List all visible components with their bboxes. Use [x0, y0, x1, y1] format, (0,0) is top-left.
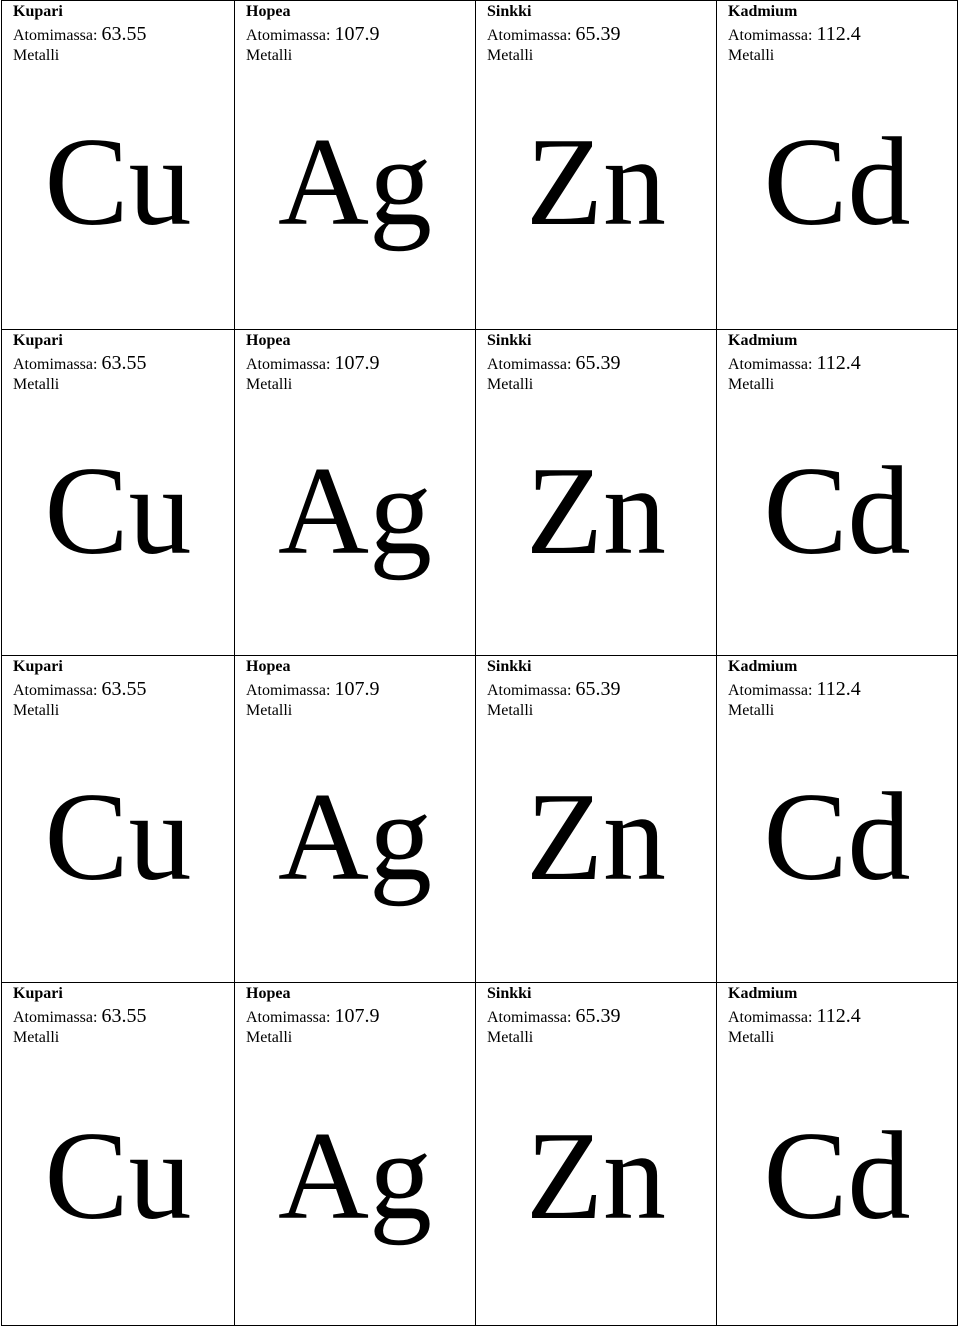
element-symbol: Ag — [278, 442, 432, 581]
element-name: Sinkki — [487, 985, 532, 1002]
atomic-mass — [487, 351, 620, 377]
atomic-mass — [246, 22, 379, 48]
element-symbol: Cd — [763, 113, 911, 252]
atomic-mass — [13, 677, 146, 703]
atomic-mass-value: 107.9 — [334, 23, 380, 45]
card-grid — [1, 0, 958, 1326]
element-category: Metalli — [728, 1029, 775, 1046]
atomic-mass-label: Atomimassa: — [246, 682, 331, 699]
element-category: Metalli — [13, 376, 60, 393]
element-symbol: Ag — [278, 113, 432, 252]
atomic-mass-value: 65.39 — [575, 352, 621, 374]
element-category: Metalli — [728, 702, 775, 719]
atomic-mass-value: 107.9 — [334, 678, 380, 700]
atomic-mass-value: 112.4 — [816, 23, 861, 45]
element-card-ag — [235, 983, 476, 1326]
atomic-mass — [728, 351, 861, 377]
atomic-mass-value: 63.55 — [101, 23, 147, 45]
atomic-mass — [13, 351, 146, 377]
element-category: Metalli — [487, 1029, 534, 1046]
atomic-mass-value: 107.9 — [334, 1005, 380, 1027]
atomic-mass-label: Atomimassa: — [487, 27, 572, 44]
element-name: Kupari — [13, 332, 63, 349]
atomic-mass-value: 112.4 — [816, 352, 861, 374]
element-category: Metalli — [246, 1029, 293, 1046]
atomic-mass-value: 112.4 — [816, 1005, 861, 1027]
element-name: Sinkki — [487, 658, 532, 675]
atomic-mass — [487, 677, 620, 703]
element-symbol: Cu — [44, 442, 192, 581]
element-card-zn — [476, 1, 717, 330]
element-name: Hopea — [246, 658, 291, 675]
element-symbol: Ag — [278, 1107, 432, 1246]
atomic-mass — [728, 1004, 861, 1030]
element-card-zn — [476, 330, 717, 656]
element-name: Sinkki — [487, 332, 532, 349]
atomic-mass-label: Atomimassa: — [487, 682, 572, 699]
element-category: Metalli — [487, 702, 534, 719]
atomic-mass — [487, 1004, 620, 1030]
element-symbol: Cd — [763, 1107, 911, 1246]
element-symbol: Cd — [763, 442, 911, 581]
element-name: Kadmium — [728, 658, 798, 675]
atomic-mass-label: Atomimassa: — [13, 356, 98, 373]
element-category: Metalli — [246, 47, 293, 64]
atomic-mass — [728, 22, 861, 48]
atomic-mass-label: Atomimassa: — [13, 1009, 98, 1026]
atomic-mass-label: Atomimassa: — [246, 27, 331, 44]
atomic-mass — [487, 22, 620, 48]
atomic-mass-label: Atomimassa: — [728, 27, 813, 44]
atomic-mass — [728, 677, 861, 703]
element-name: Hopea — [246, 3, 291, 20]
atomic-mass-label: Atomimassa: — [246, 356, 331, 373]
element-card-cu — [2, 1, 235, 330]
element-category: Metalli — [246, 702, 293, 719]
atomic-mass — [246, 1004, 379, 1030]
element-symbol: Ag — [278, 768, 432, 907]
element-symbol: Cu — [44, 1107, 192, 1246]
element-card-cd — [717, 983, 958, 1326]
element-symbol: Cd — [763, 768, 911, 907]
atomic-mass-value: 65.39 — [575, 23, 621, 45]
element-card-cu — [2, 983, 235, 1326]
atomic-mass — [246, 677, 379, 703]
atomic-mass-label: Atomimassa: — [728, 1009, 813, 1026]
element-name: Kadmium — [728, 332, 798, 349]
atomic-mass-value: 65.39 — [575, 678, 621, 700]
atomic-mass-value: 107.9 — [334, 352, 380, 374]
element-name: Kadmium — [728, 985, 798, 1002]
atomic-mass-label: Atomimassa: — [728, 356, 813, 373]
element-category: Metalli — [13, 1029, 60, 1046]
element-card-cd — [717, 1, 958, 330]
element-category: Metalli — [13, 702, 60, 719]
element-card-zn — [476, 656, 717, 983]
element-card-ag — [235, 330, 476, 656]
element-symbol: Zn — [526, 113, 666, 252]
atomic-mass-value: 63.55 — [101, 678, 147, 700]
element-category: Metalli — [728, 376, 775, 393]
element-card-zn — [476, 983, 717, 1326]
element-symbol: Zn — [526, 768, 666, 907]
atomic-mass-value: 63.55 — [101, 1005, 147, 1027]
atomic-mass-label: Atomimassa: — [13, 27, 98, 44]
atomic-mass — [13, 1004, 146, 1030]
element-card-cu — [2, 330, 235, 656]
atomic-mass — [246, 351, 379, 377]
atomic-mass-label: Atomimassa: — [487, 1009, 572, 1026]
element-card-cd — [717, 656, 958, 983]
element-name: Kupari — [13, 658, 63, 675]
element-name: Sinkki — [487, 3, 532, 20]
element-card-ag — [235, 1, 476, 330]
atomic-mass-label: Atomimassa: — [487, 356, 572, 373]
element-category: Metalli — [487, 376, 534, 393]
atomic-mass-label: Atomimassa: — [13, 682, 98, 699]
element-category: Metalli — [13, 47, 60, 64]
element-symbol: Cu — [44, 113, 192, 252]
element-name: Kadmium — [728, 3, 798, 20]
atomic-mass — [13, 22, 146, 48]
atomic-mass-value: 63.55 — [101, 352, 147, 374]
element-name: Hopea — [246, 332, 291, 349]
atomic-mass-label: Atomimassa: — [246, 1009, 331, 1026]
element-card-cd — [717, 330, 958, 656]
element-name: Hopea — [246, 985, 291, 1002]
atomic-mass-value: 112.4 — [816, 678, 861, 700]
atomic-mass-label: Atomimassa: — [728, 682, 813, 699]
element-name: Kupari — [13, 3, 63, 20]
element-symbol: Zn — [526, 442, 666, 581]
atomic-mass-value: 65.39 — [575, 1005, 621, 1027]
element-category: Metalli — [246, 376, 293, 393]
element-name: Kupari — [13, 985, 63, 1002]
element-card-ag — [235, 656, 476, 983]
element-symbol: Cu — [44, 768, 192, 907]
element-symbol: Zn — [526, 1107, 666, 1246]
element-card-cu — [2, 656, 235, 983]
element-category: Metalli — [728, 47, 775, 64]
element-category: Metalli — [487, 47, 534, 64]
